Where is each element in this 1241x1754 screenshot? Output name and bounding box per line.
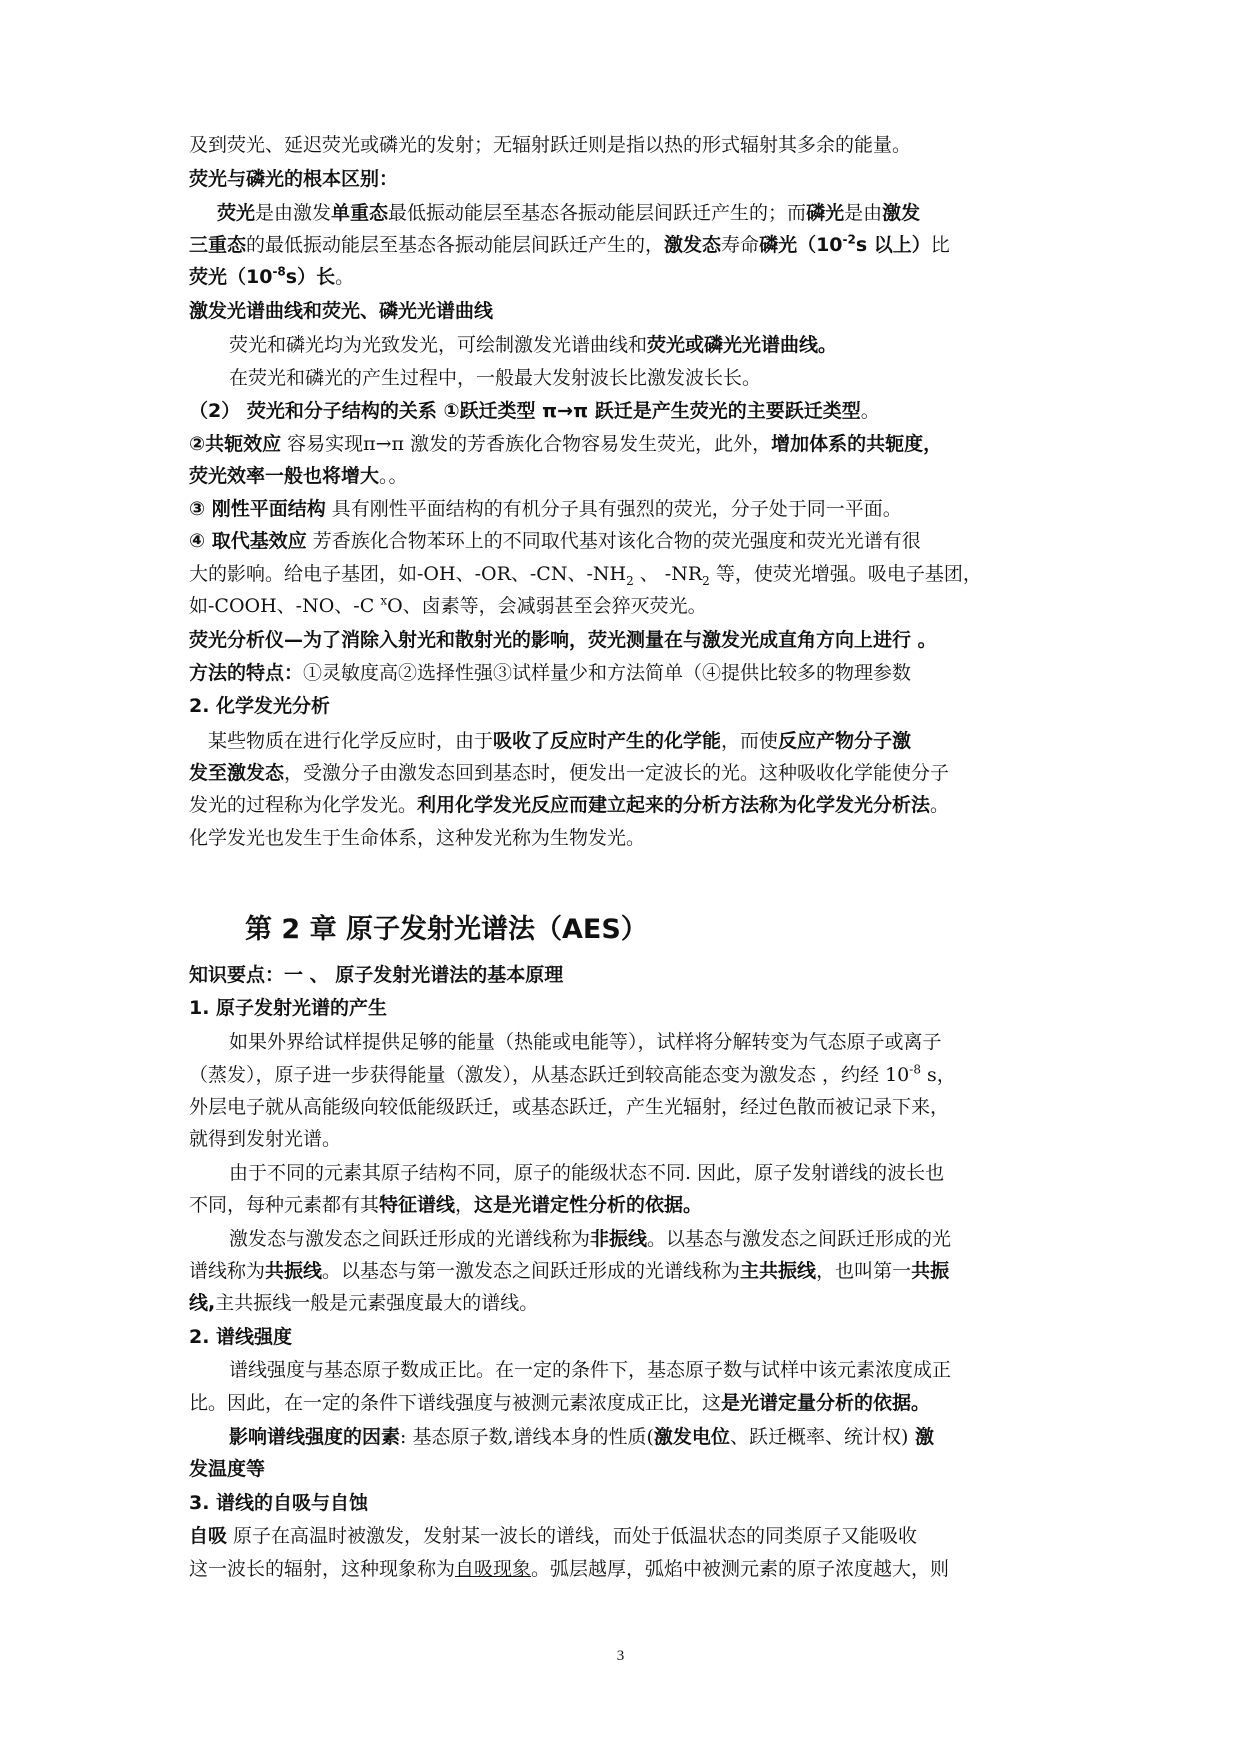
paragraph-line: 激发态与激发态之间跃迁形成的光谱线称为非振线。以基态与激发态之间跃迁形成的光 [229,1228,952,1250]
paragraph-line: 这一波长的辐射，这种现象称为自吸现象。弧层越厚，弧焰中被测元素的原子浓度越大，则 [189,1558,950,1580]
paragraph-line: 外层电子就从高能级向较低能级跃迁，或基态跃迁，产生光辐射，经过色散而被记录下来， [189,1096,950,1118]
paragraph-line: 方法的特点：①灵敏度高②选择性强③试样量少和方法简单（④提供比较多的物理参数 [189,662,912,684]
paragraph-line: 如果外界给试样提供足够的能量（热能或电能等），试样将分解转变为气态原子或离子 [229,1031,942,1053]
paragraph-line: （2） 荧光和分子结构的关系 ①跃迁类型 π→π 跃迁是产生荧光的主要跃迁类型。 [189,400,880,422]
paragraph-line: 比。因此，在一定的条件下谱线强度与被测元素浓度成正比，这是光谱定量分析的依据。 [189,1392,931,1414]
paragraph-line: 荧光和磷光均为光致发光，可绘制激发光谱曲线和荧光或磷光光谱曲线。 [229,334,838,356]
page-number: 3 [616,1648,625,1664]
paragraph-line: 谱线强度与基态原子数成正比。在一定的条件下，基态原子数与试样中该元素浓度成正 [229,1359,952,1381]
section-heading: 3. 谱线的自吸与自蚀 [189,1492,369,1514]
paragraph-line: 发光的过程称为化学发光。利用化学发光反应而建立起来的分析方法称为化学发光分析法。 [189,794,950,816]
section-heading: 2. 化学发光分析 [189,695,331,717]
paragraph-line: 不同，每种元素都有其特征谱线，这是光谱定性分析的依据。 [189,1194,703,1216]
paragraph-line: 荧光是由激发单重态最低振动能层至基态各振动能层间跃迁产生的；而磷光是由激发 [217,202,921,224]
paragraph-line: ④ 取代基效应 芳香族化合物苯环上的不同取代基对该化合物的荧光强度和荧光光谱有很 [189,530,921,552]
chapter-title: 第 2 章 原子发射光谱法（AES） [245,914,648,945]
paragraph-line: 及到荧光、延迟荧光或磷光的发射；无辐射跃迁则是指以热的形式辐射其多余的能量。 [189,134,912,156]
paragraph-line: 三重态的最低振动能层至基态各振动能层间跃迁产生的，激发态寿命磷光（$10^{-2}s$ 以上）比 [189,232,950,256]
paragraph-line: 大的影响。给电子基团，如-OH、-OR、-CN、$-NH_2$ 、 $-NR_2$ 等，使荧光增强。吸电子基团， [189,563,982,587]
paragraph-line: 荧光$(10^{-8}s)$长。 [189,264,355,288]
paragraph-line: ③ 刚性平面结构 具有刚性平面结构的有机分子具有强烈的荧光，分子处于同一平面。 [189,498,902,520]
paragraph-line: 自吸 原子在高温时被激发，发射某一波长的谱线，而处于低温状态的同类原子又能吸收 [189,1525,918,1547]
section-heading: 激发光谱曲线和荧光、磷光光谱曲线 [189,300,494,322]
paragraph-line: 线,主共振线一般是元素强度最大的谱线。 [189,1292,539,1314]
paragraph-line: 由于不同的元素其原子结构不同，原子的能级状态不同. 因此，原子发射谱线的波长也 [229,1162,945,1184]
section-heading: 2. 谱线强度 [189,1326,293,1348]
paragraph-line: 某些物质在进行化学反应时，由于吸收了反应时产生的化学能，而使反应产物分子激 [208,730,912,752]
paragraph-line: 谱线称为共振线。以基态与第一激发态之间跃迁形成的光谱线称为主共振线，也叫第一共振 [189,1260,950,1282]
paragraph-line: 影响谱线强度的因素: 基态原子数,谱线本身的性质(激发电位、跃迁概率、统计权) 激 [229,1426,934,1448]
paragraph-line: ②共轭效应 容易实现π→π 激发的芳香族化合物容易发生荧光，此外，增加体系的共轭度， [189,433,943,455]
paragraph-line: 化学发光也发生于生命体系，这种发光称为生物发光。 [189,827,646,849]
paragraph-line: 在荧光和磷光的产生过程中，一般最大发射波长比激发波长长。 [229,367,762,389]
paragraph-line: （蒸发），原子进一步获得能量（激发），从基态跃迁到较高能态变为激发态 ，约经 $10^{-8}$ s， [189,1062,956,1086]
paragraph-line: 荧光效率一般也将增大。。 [189,465,408,487]
section-heading: 1. 原子发射光谱的产生 [189,997,388,1019]
section-heading: 荧光与磷光的根本区别： [189,168,399,190]
section-heading: 知识要点：一 、 原子发射光谱法的基本原理 [189,964,564,986]
paragraph-line: 发温度等 [189,1458,266,1480]
paragraph-line: 如-COOH、-NO、-C $^x$O、卤素等，会减弱甚至会猝灭荧光。 [189,593,707,617]
paragraph-line: 荧光分析仪—为了消除入射光和散射光的影响，荧光测量在与激发光成直角方向上进行 。 [189,629,937,651]
paragraph-line: 发至激发态，受激分子由激发态回到基态时，便发出一定波长的光。这种吸收化学能使分子 [189,762,950,784]
paragraph-line: 就得到发射光谱。 [189,1128,342,1150]
